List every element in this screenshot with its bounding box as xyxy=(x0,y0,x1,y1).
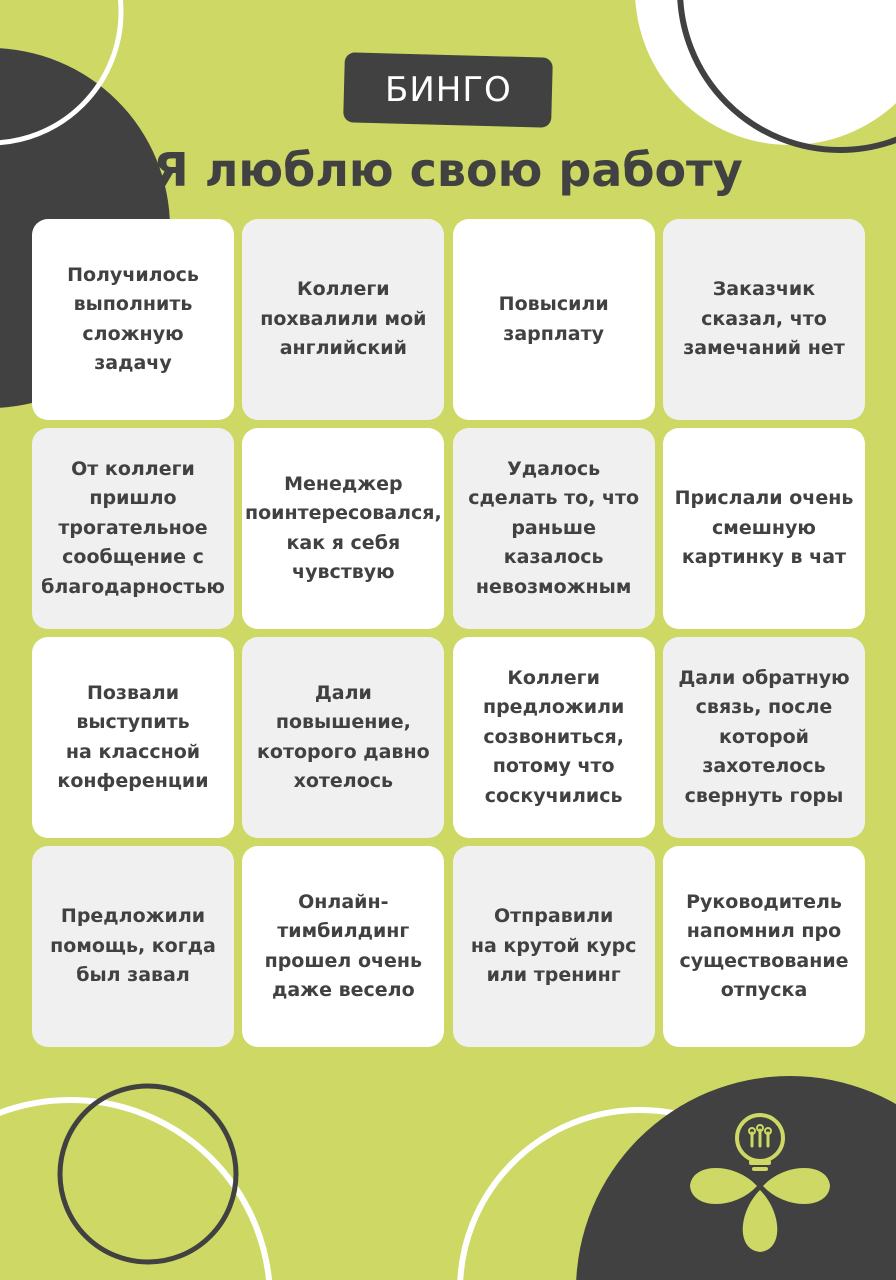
bingo-cell-text: Повысили зарплату xyxy=(498,293,609,345)
bingo-cell-text: Дали обратную связь, после которой захотелось свернуть горы xyxy=(678,666,850,807)
page-title: Я люблю свою работу xyxy=(153,143,743,197)
bingo-cell[interactable] xyxy=(242,846,444,1047)
bingo-cell[interactable] xyxy=(453,219,655,420)
bingo-badge-label: БИНГО xyxy=(384,69,512,110)
bingo-cell-text: Удалось сделать то, что раньше казалось невозможным xyxy=(468,457,640,598)
bingo-cell-text: Коллеги похвалили мой английский xyxy=(260,278,427,360)
bingo-cell[interactable] xyxy=(32,846,234,1047)
bingo-cell[interactable] xyxy=(663,219,865,420)
bingo-cell-text: Прислали очень смешную картинку в чат xyxy=(674,487,854,569)
bingo-cell[interactable] xyxy=(663,428,865,629)
bingo-cell[interactable] xyxy=(453,637,655,838)
bingo-grid xyxy=(32,219,865,1047)
bingo-cell[interactable] xyxy=(242,219,444,420)
bingo-cell-text: Отправили на крутой курс или тренинг xyxy=(470,905,637,987)
bingo-cell-text: Заказчик сказал, что замечаний нет xyxy=(683,278,845,360)
bingo-cell[interactable] xyxy=(663,637,865,838)
bingo-cell-text: От коллеги пришло трогательное сообщение с благодарностью xyxy=(41,457,225,598)
bingo-cell[interactable] xyxy=(32,428,234,629)
bingo-badge xyxy=(343,52,553,127)
top-right-white-circle xyxy=(635,0,896,145)
bingo-cell-text: Онлайн- тимбилдинг прошел очень даже весело xyxy=(264,890,423,1001)
bingo-cell[interactable] xyxy=(32,219,234,420)
bingo-cell[interactable] xyxy=(453,846,655,1047)
bingo-cell[interactable] xyxy=(663,846,865,1047)
bingo-cell[interactable] xyxy=(242,637,444,838)
bingo-cell[interactable] xyxy=(32,637,234,838)
bingo-cell-text: Коллеги предложили созвониться, потому что соскучились xyxy=(482,666,625,807)
bingo-cell-text: Руководитель напомнил про существование отпуска xyxy=(679,890,849,1001)
bottom-left-dark-ring xyxy=(60,1086,236,1262)
bingo-cell-text: Менеджер поинтересовался, как я себя чувствую xyxy=(244,472,442,583)
bingo-cell[interactable] xyxy=(242,428,444,629)
bingo-cell-text: Позвали выступить на классной конференции xyxy=(57,681,209,792)
bingo-cell[interactable] xyxy=(453,428,655,629)
bingo-cell-text: Дали повышение, которого давно хотелось xyxy=(257,681,430,792)
bingo-cell-text: Предложили помощь, когда был завал xyxy=(50,905,216,987)
bottom-left-white-arc xyxy=(0,1100,270,1280)
bingo-cell-text: Получилось выполнить сложную задачу xyxy=(67,263,199,374)
